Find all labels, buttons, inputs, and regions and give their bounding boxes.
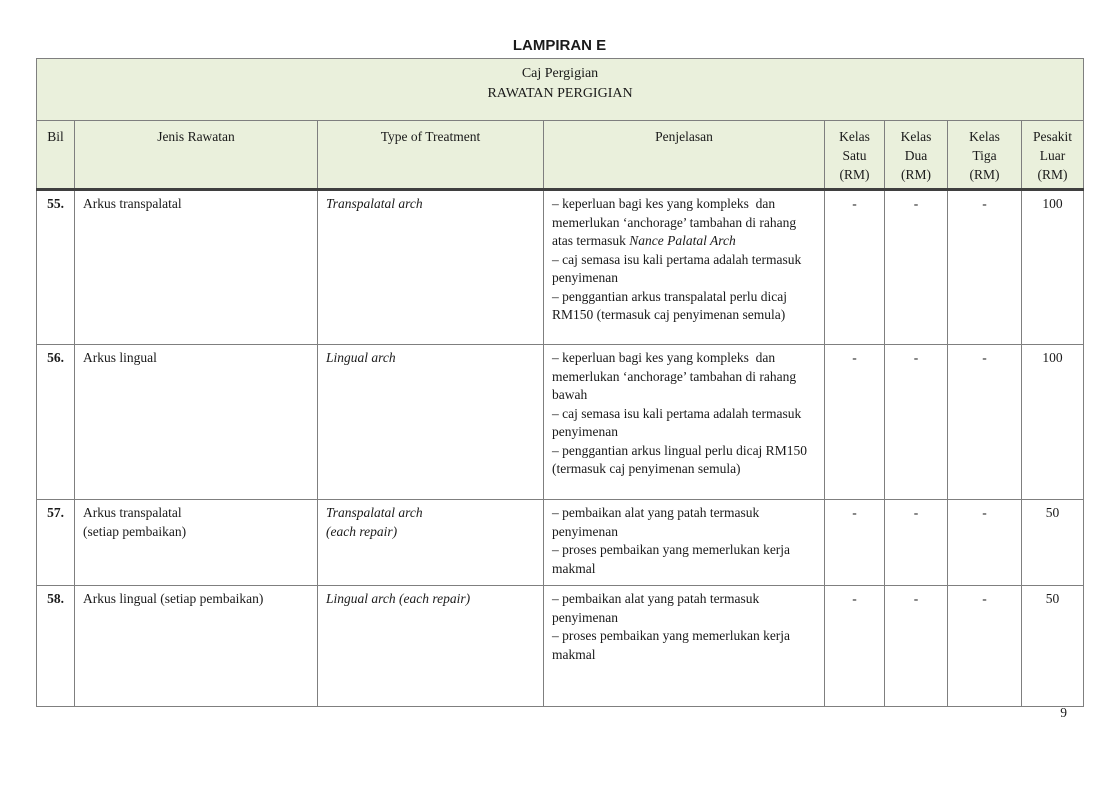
table-title-line2: RAWATAN PERGIGIAN <box>487 86 633 101</box>
cell-bil: 58. <box>37 586 75 707</box>
dental-charges-table <box>36 58 1084 707</box>
document-content <box>36 0 1083 707</box>
cell-kelas-satu: - <box>825 190 885 345</box>
column-header-line: Kelas <box>900 129 932 144</box>
cell-pesakit-luar: 100 <box>1022 345 1084 500</box>
penjelasan-item <box>552 442 816 479</box>
text-run: – proses pembaikan yang memerlukan kerja makmal <box>552 628 794 662</box>
cell-jenis-rawatan <box>75 345 318 500</box>
cell-type-of-treatment <box>318 586 544 707</box>
column-header-line: Tiga <box>972 148 997 163</box>
column-header-line: (RM) <box>839 167 870 182</box>
column-header-line: Dua <box>904 148 928 163</box>
penjelasan-item <box>552 288 816 325</box>
text-line: Arkus transpalatal <box>83 505 182 520</box>
table-title-cell <box>37 59 1084 121</box>
cell-penjelasan <box>544 345 825 500</box>
text-line: (setiap pembaikan) <box>83 523 187 539</box>
column-header-line: Pesakit <box>1033 129 1072 144</box>
text-run: – keperluan bagi kes yang kompleks dan memerlukan ‘anchorage’ tambahan di rahang atas termasuk <box>552 196 800 248</box>
text-run: – pembaikan alat yang patah termasuk penyimenan <box>552 505 763 539</box>
penjelasan-item <box>552 504 816 541</box>
cell-kelas-dua: - <box>885 345 948 500</box>
cell-kelas-satu: - <box>825 586 885 707</box>
column-header-line: Type of Treatment <box>380 129 481 144</box>
cell-jenis-rawatan <box>75 190 318 345</box>
text-line: Transpalatal arch <box>326 505 423 520</box>
penjelasan-item <box>552 627 816 664</box>
cell-penjelasan <box>544 500 825 586</box>
cell-bil: 57. <box>37 500 75 586</box>
cell-type-of-treatment <box>318 345 544 500</box>
column-header-line: (RM) <box>969 167 1000 182</box>
column-header-line: Penjelasan <box>655 129 713 144</box>
cell-kelas-dua: - <box>885 190 948 345</box>
column-header-penjelasan <box>544 121 825 190</box>
cell-bil: 55. <box>37 190 75 345</box>
column-header-kelas-dua <box>885 121 948 190</box>
text-run: – penggantian arkus lingual perlu dicaj RM150 (termasuk caj penyimenan semula) <box>552 442 811 476</box>
text-line: (each repair) <box>326 523 398 539</box>
cell-kelas-dua: - <box>885 586 948 707</box>
penjelasan-item <box>552 251 816 288</box>
penjelasan-item <box>552 349 816 405</box>
column-header-kelas-tiga <box>948 121 1022 190</box>
column-header-line: Jenis Rawatan <box>157 129 235 144</box>
cell-pesakit-luar: 50 <box>1022 586 1084 707</box>
text-run: – keperluan bagi kes yang kompleks dan memerlukan ‘anchorage’ tambahan di rahang bawah <box>552 350 800 402</box>
cell-kelas-satu: - <box>825 500 885 586</box>
text-line: Lingual arch (each repair) <box>326 591 471 606</box>
cell-kelas-tiga: - <box>948 586 1022 707</box>
column-header-line: Luar <box>1039 148 1066 163</box>
column-header-type-of-treatment <box>318 121 544 190</box>
cell-jenis-rawatan <box>75 500 318 586</box>
column-header-jenis-rawatan <box>75 121 318 190</box>
cell-penjelasan <box>544 190 825 345</box>
page-number: 9 <box>1060 705 1067 720</box>
column-header-line: (RM) <box>1037 167 1068 182</box>
cell-kelas-tiga: - <box>948 345 1022 500</box>
text-run: – penggantian arkus transpalatal perlu dicaj RM150 (termasuk caj penyimenan semula) <box>552 288 791 322</box>
table-row <box>37 190 1084 345</box>
column-header-line: Satu <box>842 148 867 163</box>
table-body <box>37 190 1084 707</box>
text-line: Arkus lingual (setiap pembaikan) <box>83 591 264 606</box>
cell-kelas-satu: - <box>825 345 885 500</box>
cell-type-of-treatment <box>318 500 544 586</box>
cell-kelas-tiga: - <box>948 190 1022 345</box>
table-row <box>37 500 1084 586</box>
table-row <box>37 586 1084 707</box>
italic-text-run: Nance Palatal Arch <box>629 233 736 248</box>
text-run: – pembaikan alat yang patah termasuk penyimenan <box>552 591 763 625</box>
cell-kelas-tiga: - <box>948 500 1022 586</box>
column-header-bil <box>37 121 75 190</box>
text-line: Arkus lingual <box>83 350 157 365</box>
table-header-row <box>37 121 1084 190</box>
text-line: Arkus transpalatal <box>83 196 182 211</box>
column-header-kelas-satu <box>825 121 885 190</box>
column-header-pesakit-luar <box>1022 121 1084 190</box>
penjelasan-item <box>552 541 816 578</box>
text-run: – caj semasa isu kali pertama adalah termasuk penyimenan <box>552 251 805 285</box>
table-title-line1: Caj Pergigian <box>521 66 599 81</box>
text-run: – caj semasa isu kali pertama adalah termasuk penyimenan <box>552 405 805 439</box>
cell-pesakit-luar: 50 <box>1022 500 1084 586</box>
table-title-row <box>37 59 1084 121</box>
penjelasan-item <box>552 195 816 251</box>
cell-jenis-rawatan <box>75 586 318 707</box>
column-header-line: Kelas <box>969 129 1000 144</box>
cell-type-of-treatment <box>318 190 544 345</box>
text-run: – proses pembaikan yang memerlukan kerja makmal <box>552 542 794 576</box>
column-header-line: Kelas <box>839 129 870 144</box>
column-header-line: (RM) <box>901 167 931 182</box>
cell-bil: 56. <box>37 345 75 500</box>
cell-pesakit-luar: 100 <box>1022 190 1084 345</box>
column-header-line: Bil <box>47 129 64 144</box>
page-title: LAMPIRAN E <box>512 37 607 54</box>
text-line: Transpalatal arch <box>326 196 423 211</box>
penjelasan-item <box>552 590 816 627</box>
cell-kelas-dua: - <box>885 500 948 586</box>
cell-penjelasan <box>544 586 825 707</box>
text-line: Lingual arch <box>326 350 396 365</box>
table-row <box>37 345 1084 500</box>
penjelasan-item <box>552 405 816 442</box>
